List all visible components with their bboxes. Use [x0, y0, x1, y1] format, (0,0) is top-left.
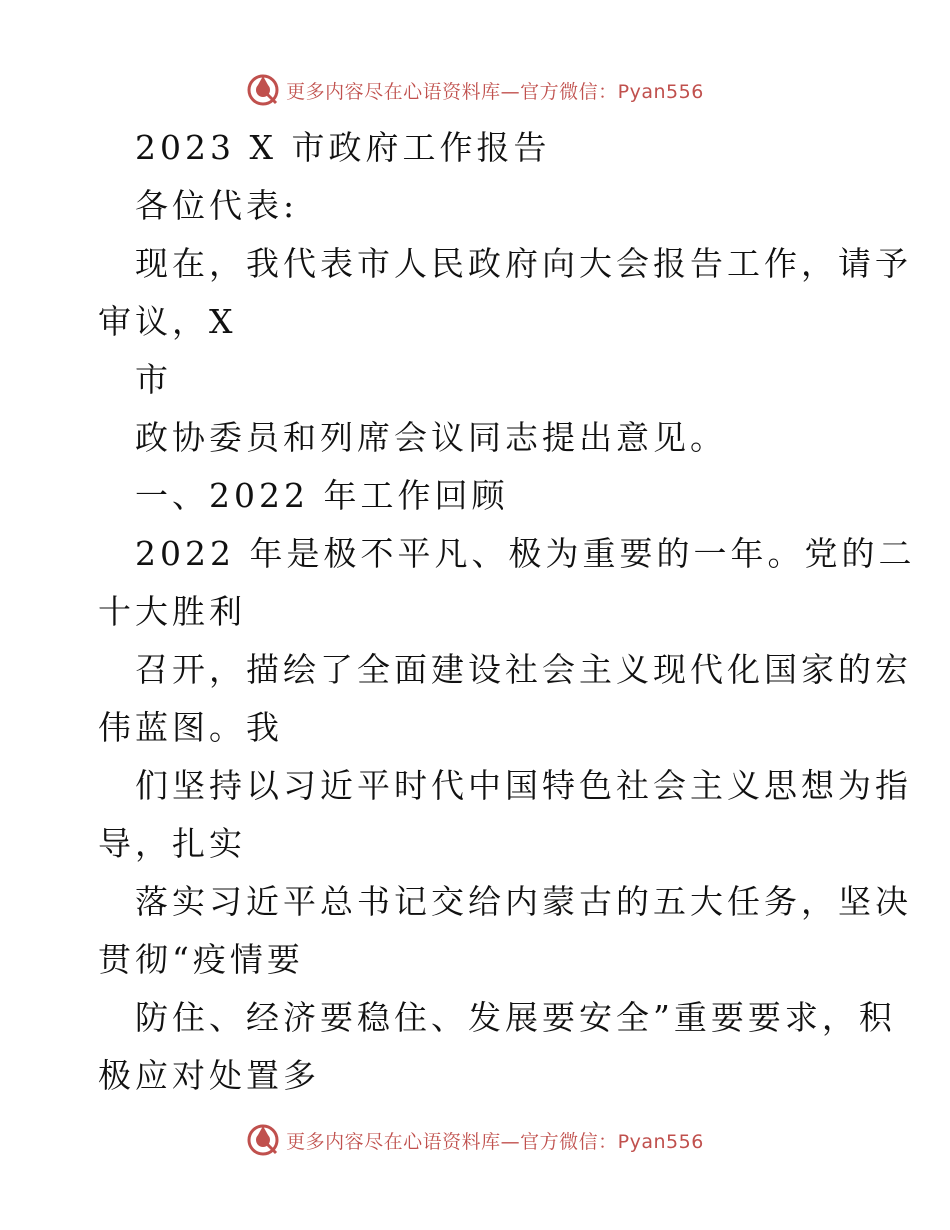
footer-banner [0, 1120, 950, 1160]
paragraph-line: 极应对处置多 [98, 1056, 320, 1095]
banner-text [286, 77, 704, 104]
brand-logo-icon [246, 73, 280, 107]
paragraph-line: 政协委员和列席会议同志提出意见。 [135, 418, 727, 457]
brand-logo-icon [246, 1123, 280, 1157]
banner-label: 更多内容尽在心语资料库—官方微信： [286, 80, 618, 103]
paragraph-line: 现在，我代表市人民政府向大会报告工作，请予 [135, 244, 912, 283]
paragraph-line: 导，扎实 [98, 824, 246, 863]
salutation: 各位代表: [135, 186, 299, 225]
wechat-id: Pyan556 [617, 80, 704, 103]
paragraph-line: 防住、经济要稳住、发展要安全”重要要求，积 [135, 998, 896, 1037]
header-banner [0, 70, 950, 110]
paragraph-line: 贯彻“疫情要 [98, 940, 304, 979]
wechat-id: Pyan556 [617, 1130, 704, 1153]
paragraph-line: 们坚持以习近平时代中国特色社会主义思想为指 [135, 766, 912, 805]
paragraph-line: 十大胜利 [98, 592, 246, 631]
paragraph-line: 落实习近平总书记交给内蒙古的五大任务，坚决 [135, 882, 912, 921]
paragraph-line: 审议，X [98, 302, 237, 341]
banner-label: 更多内容尽在心语资料库—官方微信： [286, 1130, 618, 1153]
paragraph-line: 2022 年是极不平凡、极为重要的一年。党的二 [135, 534, 916, 573]
document-title: 2023 X 市政府工作报告 [135, 128, 551, 167]
paragraph-line: 召开，描绘了全面建设社会主义现代化国家的宏 [135, 650, 912, 689]
paragraph-line: 市 [135, 360, 172, 399]
paragraph-line: 伟蓝图。我 [98, 708, 283, 747]
banner-text [286, 1127, 704, 1154]
section-heading: 一、2022 年工作回顾 [135, 476, 509, 515]
